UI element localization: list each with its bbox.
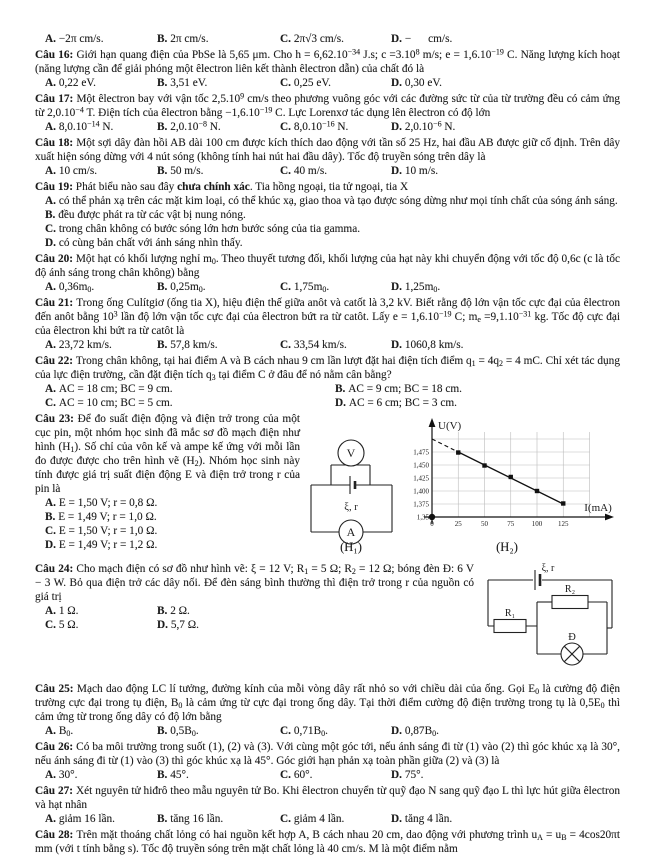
- option-C: C. 0,25 eV.: [280, 77, 331, 89]
- option-C: C. trong chân không có bước sóng lớn hơn bước sóng của tia gamma.: [45, 223, 361, 235]
- options: [35, 76, 620, 90]
- option-D: D. 0,30 eV.: [391, 77, 442, 89]
- option-C: C. 2π√3 cm/s.: [280, 33, 344, 45]
- option-letter: B.: [157, 813, 171, 825]
- question-17: [35, 92, 620, 134]
- option-C: C. $8,0.10^{-16}$ N.: [280, 119, 349, 133]
- option-D: D. − cm/s.: [391, 33, 453, 45]
- option-letter: D.: [335, 397, 349, 409]
- question-text: Câu 21: Trong ống Culítgiơ (ống tia X), hiệu điện thế giữa anôt và catốt là 3,2 kV. Biết rằng độ lớn vận tốc cực đại của êlectron đến anôt bằng $10^3$ lần độ lớn vận tốc cực đại của êlectron bứt ra từ catôt. Lấy $e = 1,6.10^{-19}$ C; $m_e =9,1.10^{-31}$ kg. Tốc độ cực đại của êlectron khi bứt ra từ catôt là: [35, 297, 621, 337]
- option-letter: A.: [45, 813, 59, 825]
- question-22: [35, 354, 620, 410]
- resistor-r2-label: R₂: [564, 584, 576, 595]
- option-letter: D.: [45, 539, 59, 551]
- voltmeter-label: V: [346, 446, 356, 460]
- options: [35, 164, 620, 178]
- option-C: C. $0,71B_0$.: [280, 725, 328, 738]
- option-letter: D.: [391, 339, 405, 351]
- option-letter: C.: [280, 339, 294, 351]
- option-letter: D.: [157, 619, 171, 631]
- option-C: C. giảm 4 lần.: [280, 813, 345, 825]
- option-B: B. $2,0.10^{-8}$ N.: [157, 119, 221, 133]
- circuit-q24: [480, 562, 620, 680]
- question-text: Câu 23: Để đo suất điện động và điện trở trong của một cục pin, một nhóm học sinh đã mắc sơ đồ mạch điện như hình $(H_1)$. Số chỉ của vôn kế và ampe kế ứng với mỗi lần đo được được cho trên hình vẽ $(H_2)$. Nhóm học sinh này tính được giá trị suất điện động E và điện trở trong r của pin là: [35, 413, 300, 495]
- lamp-label: Đ: [568, 632, 576, 643]
- option-C: C. AC = 10 cm; BC = 5 cm.: [45, 397, 173, 409]
- y-tick-label: 1,35: [416, 513, 429, 522]
- option-letter: A.: [45, 725, 59, 737]
- option-letter: C.: [280, 77, 294, 89]
- resistor-r1-icon: [494, 620, 526, 633]
- question-15-options: [35, 32, 620, 46]
- option-letter: B.: [157, 33, 171, 45]
- option-D: D. tăng 4 lần.: [391, 813, 453, 825]
- question-18: [35, 136, 620, 178]
- question-text: Câu 19: Phát biểu nào sau đây chưa chính xác. Tia hồng ngoại, tia tử ngoại, tia X: [35, 181, 409, 193]
- y-tick-label: 1,375: [413, 500, 429, 509]
- option-letter: B.: [157, 339, 171, 351]
- data-point: [535, 489, 539, 493]
- option-letter: D.: [391, 121, 405, 133]
- option-letter: A.: [45, 339, 59, 351]
- figure-caption-h1: (H₁): [340, 540, 362, 554]
- x-axis-label: I(mA): [584, 502, 612, 514]
- option-D: D. AC = 6 cm; BC = 3 cm.: [335, 397, 457, 409]
- question-27: [35, 784, 620, 826]
- option-C: C. 5 Ω.: [45, 619, 79, 631]
- questions-list: [35, 32, 620, 856]
- option-letter: B.: [157, 769, 171, 781]
- question-text: Câu 25: Mạch dao động LC lí tưởng, đường kính của mỗi vòng dây rất nhỏ so với chiều dài của ống. Gọi $E_0$ là cường độ điện trường cực đại trong tụ điện, $B_0$ là cảm ứng từ cực đại trong ống dây. Tại thời điểm cường độ điện trường trong tụ là $0,5E_0$ thì cảm ứng từ trong ống dây có độ lớn bằng: [35, 683, 621, 723]
- option-D: D. 1060,8 km/s.: [391, 339, 464, 351]
- question-text: Câu 22: Trong chân không, tại hai điểm A và B cách nhau 9 cm lần lượt đặt hai điện tích điểm $q_1 = 4q_2 = 4$ mC. Chỉ xét tác dụng của lực điện trường, cần đặt điện tích $q_3$ tại điểm C ở đâu để nó nằm cân bằng?: [35, 355, 620, 382]
- option-B: B. AC = 9 cm; BC = 18 cm.: [335, 383, 462, 395]
- option-A: A. AC = 18 cm; BC = 9 cm.: [45, 383, 173, 395]
- option-letter: A.: [45, 497, 59, 509]
- option-C: C. $1,75m_0$.: [280, 281, 330, 294]
- y-axis-label: U(V): [438, 420, 462, 432]
- option-D: D. có cùng bản chất với ánh sáng nhìn thấy.: [45, 237, 243, 249]
- option-letter: D.: [391, 813, 405, 825]
- option-letter: C.: [45, 525, 59, 537]
- option-D: D. 10 m/s.: [391, 165, 439, 177]
- options: [35, 32, 620, 46]
- option-A: A. 23,72 km/s.: [45, 339, 112, 351]
- option-A: A. 10 cm/s.: [45, 165, 98, 177]
- option-D: D. E = 1,49 V; r = 1,2 Ω.: [45, 539, 158, 551]
- option-letter: D.: [391, 33, 405, 45]
- options: [35, 194, 620, 250]
- y-axis-arrow: [429, 418, 436, 427]
- question-19: [35, 180, 620, 250]
- option-letter: D.: [391, 725, 405, 737]
- option-letter: A.: [45, 605, 59, 617]
- question-21: [35, 296, 620, 352]
- options: [35, 120, 620, 134]
- option-letter: B.: [45, 511, 59, 523]
- option-letter: C.: [280, 725, 294, 737]
- question-23: [35, 412, 620, 552]
- x-tick-label: 125: [558, 520, 569, 528]
- options: [35, 768, 620, 782]
- option-letter: A.: [45, 121, 59, 133]
- circuit-h1: [306, 432, 398, 552]
- options: [35, 280, 620, 294]
- question-25: [35, 682, 620, 738]
- option-letter: A.: [45, 33, 59, 45]
- option-D: D. $1,25m_0$.: [391, 281, 441, 294]
- option-C: C. 33,54 km/s.: [280, 339, 347, 351]
- question-text: Câu 28: Trên mặt thoáng chất lỏng có hai nguồn kết hợp A, B cách nhau 20 cm, dao động với phương trình $u_A = u_B = 4\cos 20\pi t$ mm (với t tính bằng s). Tốc độ truyền sóng trên mặt chất lỏng là 40 cm/s. M là một điểm nằm: [35, 829, 620, 855]
- option-letter: A.: [45, 383, 59, 395]
- option-B: B. đều được phát ra từ các vật bị nung nóng.: [45, 209, 246, 221]
- battery-label: ξ, r: [344, 502, 358, 513]
- figure-caption-h2: (H₂): [496, 540, 518, 554]
- data-point: [561, 501, 565, 505]
- option-B: B. $0,25m_0$.: [157, 281, 206, 294]
- option-A: A. có thể phản xạ trên các mặt kim loại, có thể khúc xạ, giao thoa và tạo được sóng dừng như mọi tính chất của sóng ánh sáng.: [45, 195, 618, 207]
- question-text: Câu 16: Giới hạn quang điện của PbSe là 5,65 μm. Cho $h = 6,62.10^{-34}$ J.s; $c =3.10^8$ m/s; $e = 1,6.10^{-19}$ C. Năng lượng kích hoạt (năng lượng cần để giải phóng một êlectron liên kết thành êlectron dẫn) của chất đó là: [35, 47, 621, 75]
- y-tick-label: 1,400: [413, 487, 429, 496]
- resistor-r2-icon: [552, 596, 588, 609]
- option-letter: D.: [391, 281, 405, 293]
- option-letter: C.: [280, 281, 294, 293]
- option-D: D. 5,7 Ω.: [157, 619, 199, 631]
- question-28: [35, 828, 620, 856]
- option-C: C. 40 m/s.: [280, 165, 328, 177]
- option-B: B. 50 m/s.: [157, 165, 204, 177]
- question-text: Câu 20: Một hạt có khối lượng nghỉ $m_0$. Theo thuyết tương đối, khối lượng của hạt này khi chuyển động với tốc độ 0,6c (c là tốc độ ánh sáng trong chân không) bằng: [35, 253, 621, 279]
- question-16: [35, 48, 620, 90]
- ammeter-label: A: [346, 525, 356, 539]
- graph-h2: [402, 412, 620, 532]
- x-tick-label: 0: [430, 520, 434, 528]
- x-tick-label: 100: [531, 520, 543, 528]
- option-letter: B.: [157, 77, 171, 89]
- option-letter: B.: [157, 605, 171, 617]
- question-text: Câu 26: Có ba môi trường trong suốt (1), (2) và (3). Với cùng một góc tới, nếu ánh sáng đi từ (1) vào (2) thì góc khúc xạ là 30°, nếu ánh sáng đi từ (1) vào (3) thì góc khúc xạ là 45°. Góc giới hạn phản xạ toàn phần giữa (2) và (3) là: [35, 741, 621, 767]
- resistor-r1-label: R₁: [504, 608, 516, 619]
- option-D: D. $2,0.10^{-6}$ N.: [391, 119, 456, 133]
- figure-q23: [304, 412, 620, 562]
- option-A: A. $0,36m_0$.: [45, 281, 95, 294]
- x-tick-label: 25: [454, 520, 462, 528]
- data-point: [456, 450, 460, 454]
- option-A: A. 1 Ω.: [45, 605, 79, 617]
- option-B: B. 45°.: [157, 769, 189, 781]
- option-B: B. 2 Ω.: [157, 605, 190, 617]
- y-tick-label: 1,425: [413, 474, 429, 483]
- option-B: B. $0,5B_0$.: [157, 725, 199, 738]
- option-letter: A.: [45, 77, 59, 89]
- option-letter: C.: [45, 619, 59, 631]
- option-B: B. tăng 16 lần.: [157, 813, 224, 825]
- option-A: A. −2π cm/s.: [45, 33, 104, 45]
- option-letter: A.: [45, 769, 59, 781]
- option-A: A. giảm 16 lần.: [45, 813, 115, 825]
- option-B: B. 3,51 eV.: [157, 77, 208, 89]
- option-B: B. E = 1,49 V; r = 1,0 Ω.: [45, 511, 157, 523]
- option-B: B. 2π cm/s.: [157, 33, 209, 45]
- option-letter: A.: [45, 281, 59, 293]
- option-A: A. 0,22 eV.: [45, 77, 96, 89]
- options: [35, 812, 620, 826]
- option-C: C. 60°.: [280, 769, 313, 781]
- option-D: D. $0,87B_0$.: [391, 725, 439, 738]
- question-24: [35, 562, 620, 643]
- option-A: A. $8,0.10^{-14}$ N.: [45, 119, 114, 133]
- option-letter: C.: [280, 769, 294, 781]
- y-tick-label: 1,475: [413, 448, 429, 457]
- option-letter: C.: [45, 397, 59, 409]
- option-letter: B.: [157, 121, 171, 133]
- option-letter: C.: [280, 813, 294, 825]
- option-letter: A.: [45, 195, 59, 207]
- option-letter: D.: [391, 165, 405, 177]
- options: [35, 382, 620, 410]
- options: [35, 338, 620, 352]
- option-letter: C.: [45, 223, 59, 235]
- option-letter: D.: [391, 77, 405, 89]
- option-B: B. 57,8 km/s.: [157, 339, 218, 351]
- option-letter: B.: [157, 281, 171, 293]
- question-text: Câu 17: Một êlectron bay với vận tốc 2,5.10$^9$ cm/s theo phương vuông góc với các đường sức từ của từ trường đều có cảm ứng từ $2,0.10^{-4}$ T. Điện tích của êlectron bằng $-1,6.10^{-19}$ C. Lực Lorenxơ tác dụng lên êlectron có độ lớn: [35, 91, 621, 119]
- option-D: D. 75°.: [391, 769, 424, 781]
- option-letter: C.: [280, 33, 294, 45]
- x-tick-label: 75: [507, 520, 515, 528]
- option-letter: A.: [45, 165, 59, 177]
- option-A: A. $B_0$.: [45, 725, 74, 738]
- option-A: A. E = 1,50 V; r = 0,8 Ω.: [45, 497, 158, 509]
- option-letter: C.: [280, 121, 294, 133]
- battery-label: ξ, r: [541, 563, 555, 574]
- option-letter: D.: [391, 769, 405, 781]
- data-point: [482, 463, 486, 467]
- option-letter: B.: [45, 209, 59, 221]
- option-C: C. E = 1,50 V; r = 1,0 Ω.: [45, 525, 158, 537]
- question-20: [35, 252, 620, 294]
- options: [35, 604, 474, 632]
- x-axis-arrow: [605, 514, 614, 521]
- data-point: [509, 475, 513, 479]
- x-tick-label: 50: [481, 520, 488, 528]
- option-letter: B.: [157, 165, 171, 177]
- options: [35, 724, 620, 738]
- option-letter: C.: [280, 165, 294, 177]
- question-text: Câu 18: Một sợi dây đàn hồi AB dài 100 cm được kích thích dao động với tần số 25 Hz, hai đầu AB được giữ cố định. Trên dây xuất hiện sóng dừng với 4 nút sóng (không tính hai nút hai đầu dây). Tốc độ truyền sóng trên dây là: [35, 137, 621, 163]
- question-text: Câu 27: Xét nguyên tử hiđrô theo mẫu nguyên tử Bo. Khi êlectron chuyển từ quỹ đạo N sang quỹ đạo L thì lực hút giữa êlectron và hạt nhân: [35, 785, 621, 811]
- option-letter: B.: [335, 383, 349, 395]
- option-A: A. 30°.: [45, 769, 78, 781]
- y-tick-label: 1,450: [413, 461, 429, 470]
- option-letter: B.: [157, 725, 171, 737]
- question-26: [35, 740, 620, 782]
- question-text: Câu 24: Cho mạch điện có sơ đồ như hình vẽ: ξ = 12 V; $R_1 = 5$ Ω; $R_2 = 12$ Ω; bóng đèn Đ: 6 V − 3 W. Bỏ qua điện trở các dây nối. Để đèn sáng bình thường thì điện trở trong r của nguồn có giá trị: [35, 563, 474, 603]
- option-letter: D.: [45, 237, 59, 249]
